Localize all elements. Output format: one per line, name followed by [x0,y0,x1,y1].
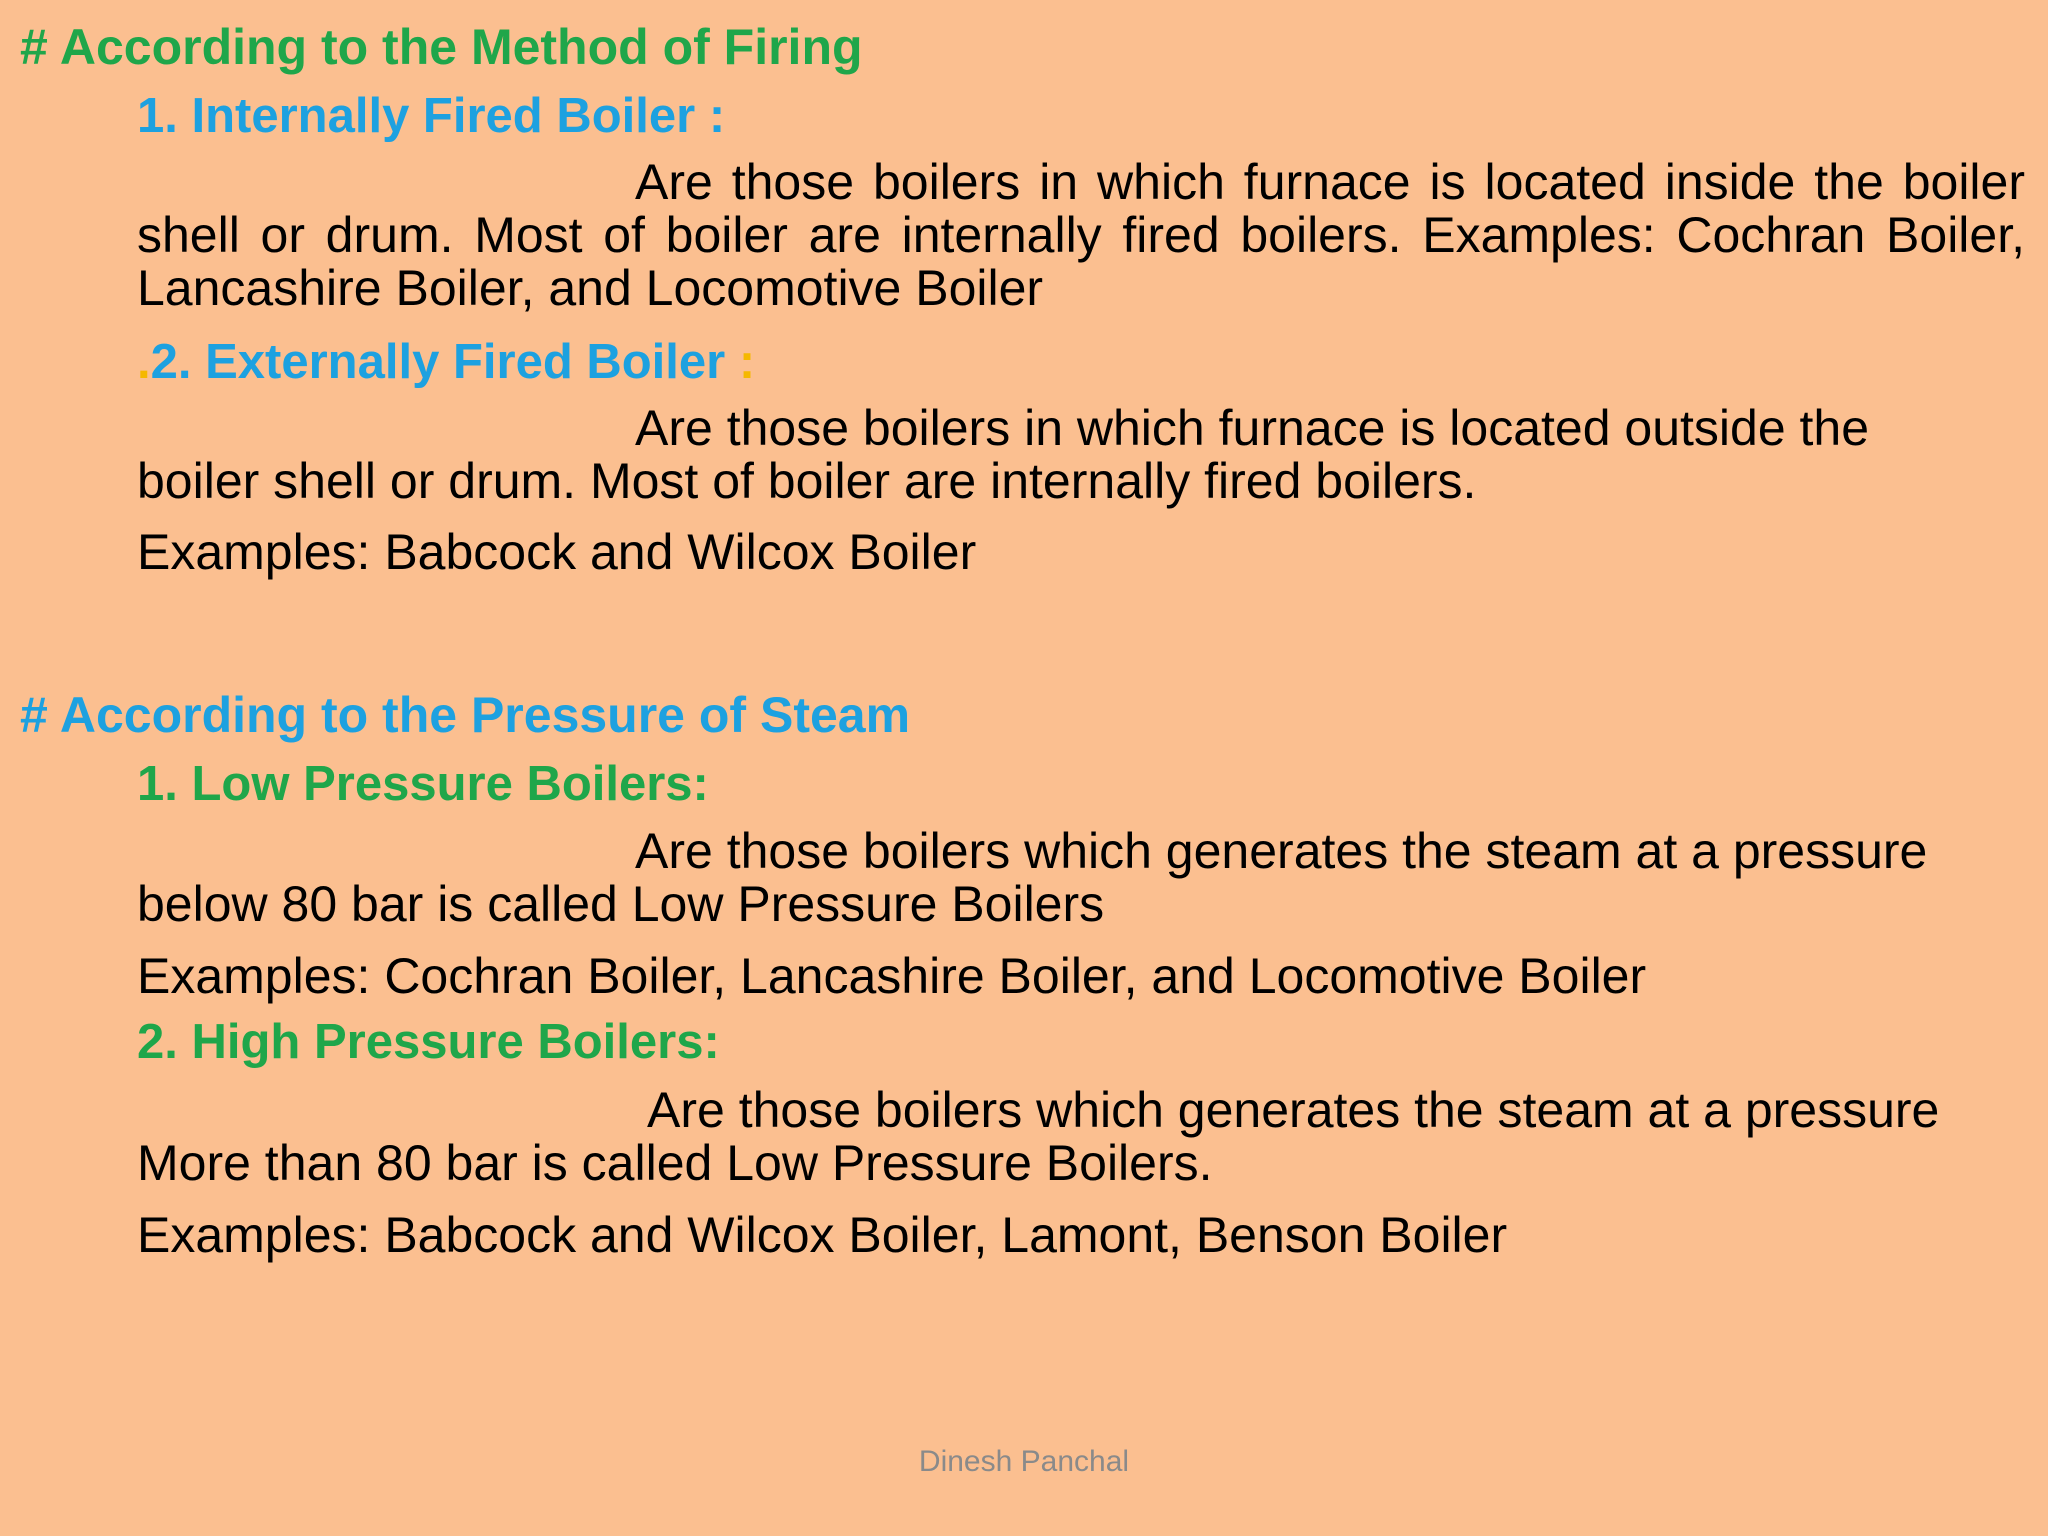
high-pressure-boilers-heading: 2. High Pressure Boilers: [137,1015,720,1069]
internally-fired-boiler-description [137,156,2025,315]
internally-fired-boiler-text: Are those boilers in which furnace is located inside the boiler shell or drum. Most of boiler are internally fired boilers. Examples: Cochran Boiler, Lancashire Boiler, and Locomotive Boiler [137,154,2025,316]
high-pressure-boilers-examples: Examples: Babcock and Wilcox Boiler, Lamont, Benson Boiler [137,1207,1508,1263]
high-pressure-boilers-text: Are those boilers which generates the steam at a pressure More than 80 bar is called Low Pressure Boilers. [137,1082,1940,1191]
externally-fired-boiler-title: 2. Externally Fired Boiler [150,335,726,389]
heading-prefix-dot: . [137,335,151,389]
section-heading-pressure-of-steam: # According to the Pressure of Steam [20,687,911,743]
section-heading-method-of-firing: # According to the Method of Firing [20,19,863,75]
internally-fired-boiler-heading: 1. Internally Fired Boiler : [137,89,726,143]
low-pressure-boilers-examples: Examples: Cochran Boiler, Lancashire Boiler, and Locomotive Boiler [137,948,1647,1004]
externally-fired-boiler-text: Are those boilers in which furnace is located outside the boiler shell or drum. Most of boiler are internally fired boilers. [137,400,1870,509]
low-pressure-boilers-heading: 1. Low Pressure Boilers: [137,757,709,811]
externally-fired-boiler-heading [137,335,756,389]
low-pressure-boilers-text: Are those boilers which generates the steam at a pressure below 80 bar is called Low Pressure Boilers [137,823,1928,932]
heading-suffix-colon: : [725,335,756,389]
low-pressure-boilers-description [137,825,1997,931]
high-pressure-boilers-description [137,1084,2017,1190]
footer-author: Dinesh Panchal [918,1445,1130,1478]
externally-fired-boiler-examples: Examples: Babcock and Wilcox Boiler [137,524,977,580]
externally-fired-boiler-description [137,402,1937,508]
